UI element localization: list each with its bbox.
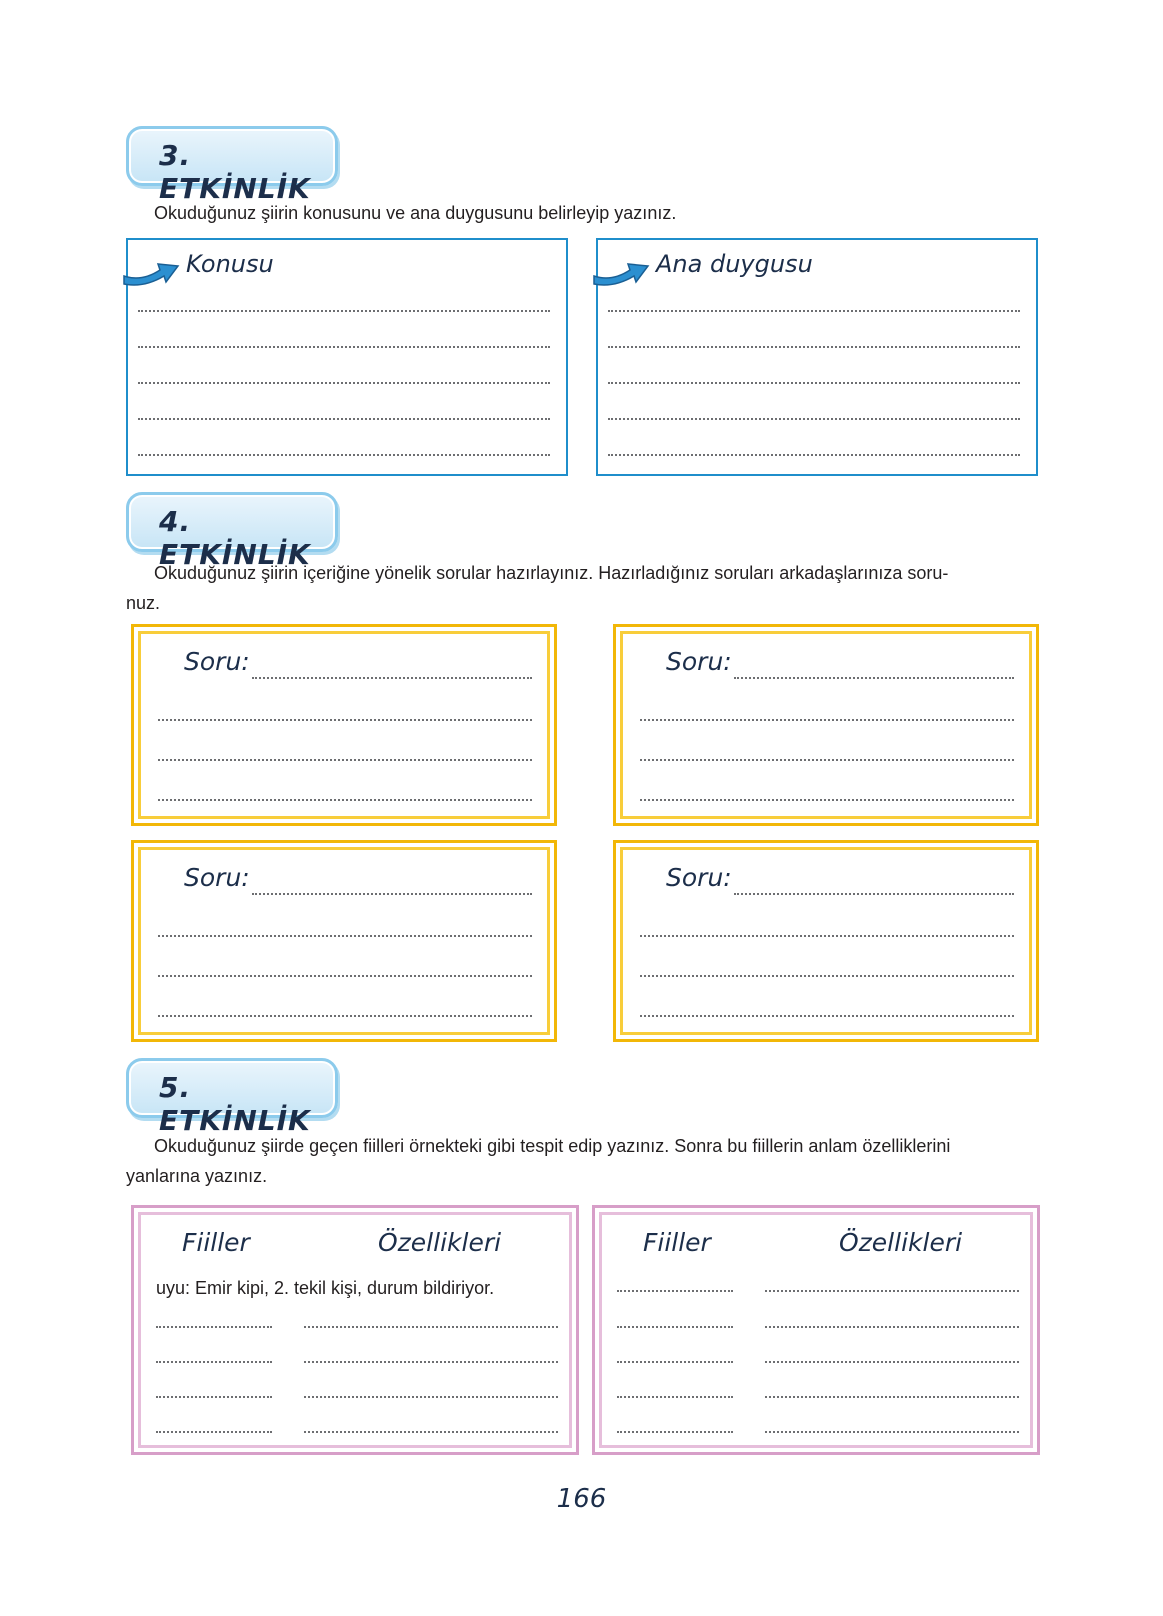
feature-line[interactable] (765, 1326, 1019, 1328)
feature-line[interactable] (304, 1361, 558, 1363)
answer-line[interactable] (640, 935, 1014, 937)
feature-line[interactable] (765, 1431, 1019, 1433)
activity-4-badge (126, 492, 338, 571)
verb-table-right (592, 1205, 1040, 1455)
answer-line[interactable] (138, 418, 550, 420)
activity-3-badge (126, 126, 338, 205)
answer-line[interactable] (252, 677, 532, 679)
feature-line[interactable] (304, 1431, 558, 1433)
verb-line[interactable] (617, 1290, 733, 1292)
answer-line[interactable] (138, 310, 550, 312)
verb-line[interactable] (617, 1361, 733, 1363)
answer-line[interactable] (640, 759, 1014, 761)
activity-5-title: 5. ETKİNLİK (159, 1071, 311, 1137)
feature-line[interactable] (304, 1326, 558, 1328)
activity-5-badge (126, 1058, 338, 1137)
answer-line[interactable] (158, 799, 532, 801)
verb-line[interactable] (617, 1326, 733, 1328)
question-label: Soru: (666, 863, 732, 892)
verb-line[interactable] (156, 1326, 272, 1328)
verb-line[interactable] (156, 1361, 272, 1363)
main-emotion-title: Ana duygusu (656, 250, 813, 278)
answer-line[interactable] (734, 893, 1014, 895)
question-card (131, 624, 557, 826)
answer-line[interactable] (158, 975, 532, 977)
answer-line[interactable] (640, 1015, 1014, 1017)
question-label: Soru: (184, 863, 250, 892)
verb-table-left (131, 1205, 579, 1455)
topic-title: Konusu (186, 250, 274, 278)
question-label: Soru: (184, 647, 250, 676)
activity-3-title: 3. ETKİNLİK (159, 139, 311, 205)
features-header: Özellikleri (378, 1228, 502, 1257)
answer-line[interactable] (138, 382, 550, 384)
answer-line[interactable] (608, 310, 1020, 312)
answer-line[interactable] (158, 935, 532, 937)
answer-line[interactable] (158, 719, 532, 721)
answer-line[interactable] (138, 454, 550, 456)
answer-line[interactable] (640, 975, 1014, 977)
feature-line[interactable] (765, 1396, 1019, 1398)
page-number: 166 (556, 1484, 607, 1514)
question-card (613, 624, 1039, 826)
verb-line[interactable] (156, 1431, 272, 1433)
answer-line[interactable] (608, 346, 1020, 348)
main-emotion-box (596, 238, 1038, 476)
arrow-icon (122, 256, 180, 286)
feature-line[interactable] (765, 1361, 1019, 1363)
topic-box (126, 238, 568, 476)
feature-line[interactable] (765, 1290, 1019, 1292)
verbs-header: Fiiller (643, 1228, 711, 1257)
activity-4-instruction: Okuduğunuz şiirin içeriğine yönelik sorular hazırlayınız. Hazırladığınız soruları arkadaşlarınıza soru- nuz. (126, 563, 949, 613)
answer-line[interactable] (608, 418, 1020, 420)
answer-line[interactable] (158, 759, 532, 761)
question-card (613, 840, 1039, 1042)
question-card (131, 840, 557, 1042)
features-header: Özellikleri (839, 1228, 963, 1257)
answer-line[interactable] (158, 1015, 532, 1017)
activity-5-instruction: Okuduğunuz şiirde geçen fiilleri örnekteki gibi tespit edip yazınız. Sonra bu fiillerin anlam özelliklerini yanlarına yazınız. (126, 1136, 951, 1186)
example-answer: uyu: Emir kipi, 2. tekil kişi, durum bildiriyor. (156, 1278, 495, 1298)
activity-4-title: 4. ETKİNLİK (159, 505, 311, 571)
verbs-header: Fiiller (182, 1228, 250, 1257)
verb-line[interactable] (156, 1396, 272, 1398)
activity-3-instruction: Okuduğunuz şiirin konusunu ve ana duygusunu belirleyip yazınız. (154, 203, 677, 223)
answer-line[interactable] (640, 799, 1014, 801)
answer-line[interactable] (608, 382, 1020, 384)
question-label: Soru: (666, 647, 732, 676)
verb-line[interactable] (617, 1396, 733, 1398)
answer-line[interactable] (734, 677, 1014, 679)
answer-line[interactable] (608, 454, 1020, 456)
verb-line[interactable] (617, 1431, 733, 1433)
feature-line[interactable] (304, 1396, 558, 1398)
answer-line[interactable] (252, 893, 532, 895)
arrow-icon (592, 256, 650, 286)
answer-line[interactable] (138, 346, 550, 348)
answer-line[interactable] (640, 719, 1014, 721)
